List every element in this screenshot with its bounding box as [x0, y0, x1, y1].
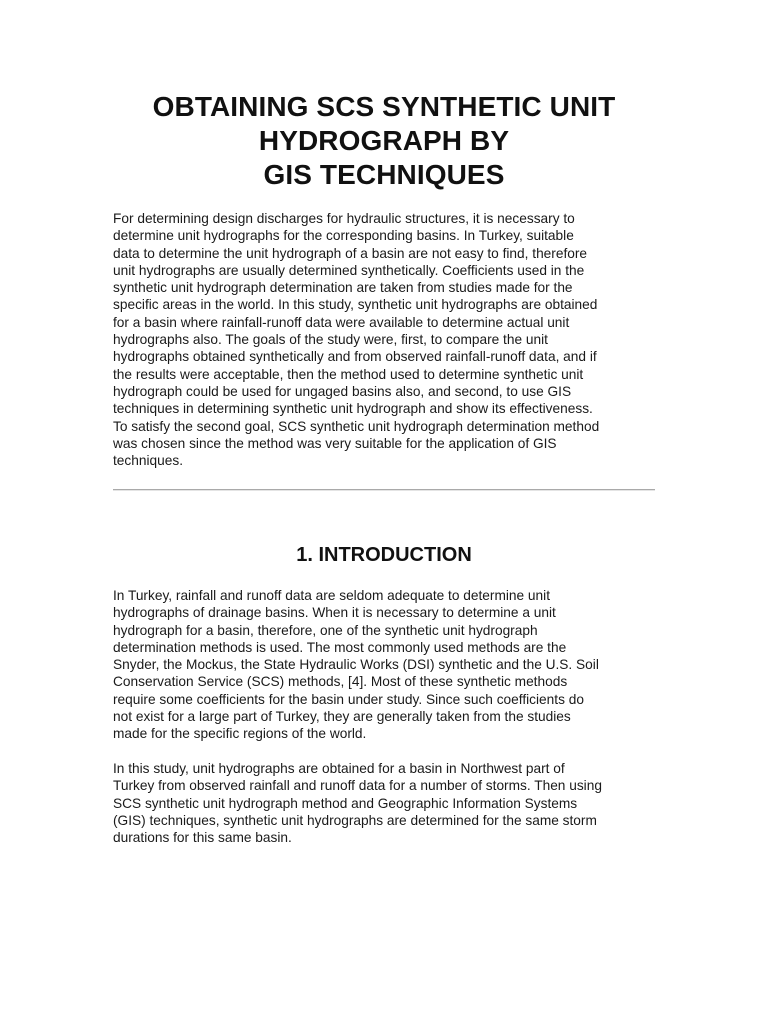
- paragraph-line: Turkey from observed rainfall and runoff data for a number of storms. Then using: [113, 778, 602, 794]
- paragraph-line: not exist for a large part of Turkey, they are generally taken from the studies: [113, 709, 571, 725]
- abstract-line: unit hydrographs are usually determined synthetically. Coefficients used in the: [113, 262, 585, 278]
- paragraph-line: In this study, unit hydrographs are obtained for a basin in Northwest part of: [113, 761, 565, 776]
- abstract-paragraph: [113, 210, 658, 469]
- abstract-line: specific areas in the world. In this study, synthetic unit hydrographs are obtained: [113, 297, 598, 313]
- abstract-line: techniques in determining synthetic unit hydrograph and show its effectiveness.: [113, 401, 593, 417]
- paragraph-line: Snyder, the Mockus, the State Hydraulic Works (DSI) synthetic and the U.S. Soil: [113, 657, 599, 673]
- abstract-line: To satisfy the second goal, SCS synthetic unit hydrograph determination method: [113, 418, 600, 434]
- paragraph-line: Conservation Service (SCS) methods, [4]. Most of these synthetic methods: [113, 674, 568, 690]
- abstract-line: hydrographs obtained synthetically and from observed rainfall-runoff data, and if: [113, 349, 597, 365]
- paragraph-line: require some coefficients for the basin under study. Since such coefficients do: [113, 691, 584, 707]
- abstract-line: hydrograph could be used for ungaged basins also, and second, to use GIS: [113, 383, 572, 399]
- abstract-line: techniques.: [113, 453, 184, 469]
- title-line: HYDROGRAPH BY: [258, 125, 510, 156]
- abstract-line: the results were acceptable, then the method used to determine synthetic unit: [113, 366, 584, 382]
- paper-title: [100, 90, 668, 192]
- abstract-line: determine unit hydrographs for the corresponding basins. In Turkey, suitable: [113, 228, 574, 244]
- section-heading-introduction: 1. INTRODUCTION: [296, 544, 472, 566]
- abstract-line: hydrographs also. The goals of the study were, first, to compare the unit: [113, 332, 548, 348]
- paragraph-line: In Turkey, rainfall and runoff data are seldom adequate to determine unit: [113, 588, 551, 603]
- abstract-line: data to determine the unit hydrograph of a basin are not easy to find, therefore: [113, 245, 588, 261]
- paragraph-line: determination methods is used. The most commonly used methods are the: [113, 639, 567, 655]
- introduction-paragraph: [113, 760, 658, 846]
- paragraph-line: made for the specific regions of the world.: [113, 726, 367, 742]
- paragraph-line: hydrographs of drainage basins. When it is necessary to determine a unit: [113, 605, 556, 621]
- paragraph-line: SCS synthetic unit hydrograph method and Geographic Information Systems: [113, 795, 578, 811]
- introduction-paragraph: [113, 587, 658, 743]
- abstract-line: for a basin where rainfall-runoff data were available to determine actual unit: [113, 314, 570, 330]
- horizontal-divider: [113, 489, 655, 491]
- abstract-line: For determining design discharges for hydraulic structures, it is necessary to: [113, 211, 575, 226]
- paragraph-line: durations for this same basin.: [113, 830, 292, 846]
- abstract-line: was chosen since the method was very suitable for the application of GIS: [113, 435, 557, 451]
- paragraph-line: hydrograph for a basin, therefore, one of the synthetic unit hydrograph: [113, 622, 538, 638]
- abstract-line: synthetic unit hydrograph determination are taken from studies made for the: [113, 280, 573, 296]
- title-line: OBTAINING SCS SYNTHETIC UNIT: [152, 91, 616, 122]
- paragraph-line: (GIS) techniques, synthetic unit hydrographs are determined for the same storm: [113, 812, 597, 828]
- title-line: GIS TECHNIQUES: [263, 159, 505, 190]
